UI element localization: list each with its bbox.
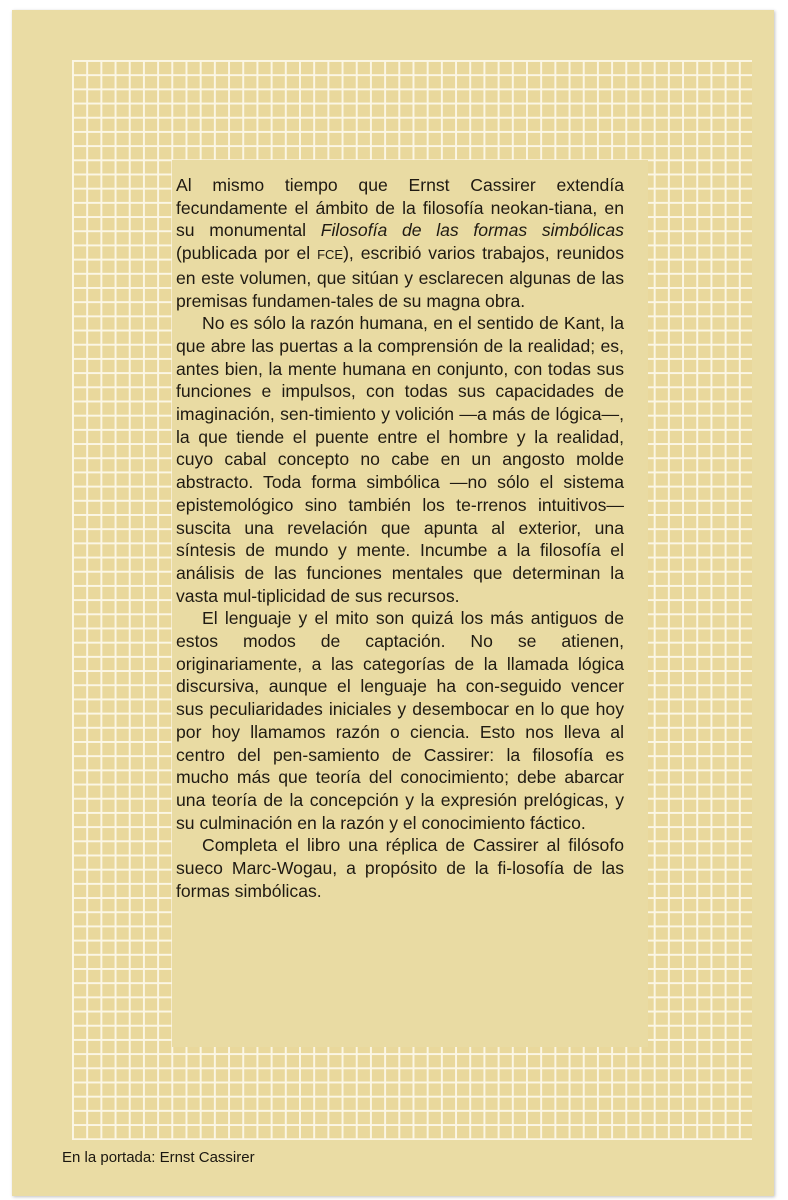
blurb-paragraph-2: No es sólo la razón humana, en el sentido de Kant, la que abre las puertas a la comprensión de la realidad; es, antes bien, la mente humana en conjunto, con todas sus funciones e impulsos, con todas sus capacidades de imaginación, sen-timiento y volición —a más de lógica—, la que tiende el puente entre el hombre y la realidad, cuyo cabal concepto no cabe en un angosto molde abstracto. Toda forma simbólica —no sólo el sistema epistemológico sino también los te-rrenos intuitivos— suscita una revelación que apunta al exterior, una síntesis de mundo y mente. Incumbe a la filosofía el análisis de las funciones mentales que determinan la vasta mul-tiplicidad de sus recursos. bbox=[176, 313, 624, 606]
blurb-p1-part-b: (publicada por el bbox=[176, 243, 318, 264]
book-title-italic: Filosofía de las formas simbólicas bbox=[320, 220, 624, 241]
publisher-abbreviation: FCE bbox=[317, 247, 344, 263]
blurb-text bbox=[176, 174, 624, 903]
blurb-paragraph-3: El lenguaje y el mito son quizá los más antiguos de estos modos de captación. No se atienen, originariamente, a las categorías de la llamada lógica discursiva, aunque el lenguaje ha con-seguido vencer sus peculiaridades iniciales y desembocar en lo que hoy por hoy llamamos razón o ciencia. Esto nos lleva al centro del pen-samiento de Cassirer: la filosofía es mucho más que teoría del conocimiento; debe abarcar una teoría de la concepción y la expresión prelógicas, y su culminación en la razón y el conocimiento fáctico. bbox=[176, 608, 624, 833]
blurb-p1-part-a: Al mismo tiempo que Ernst Cassirer extendía fecundamente el ámbito de la filosofía neokan-tiana, en su monumental bbox=[176, 175, 624, 241]
cover-credit: En la portada: Ernst Cassirer bbox=[62, 1149, 255, 1166]
blurb-paragraph-1 bbox=[176, 174, 624, 312]
blurb-paragraph-4: Completa el libro una réplica de Cassirer al filósofo sueco Marc-Wogau, a propósito de la fi-losofía de las formas simbólicas. bbox=[176, 835, 624, 901]
blurb-p1-part-c: ), escribió varios trabajos, reunidos en este volumen, que sitúan y esclarecen algunas de las premisas fundamen-tales de su magna obra. bbox=[176, 243, 625, 311]
